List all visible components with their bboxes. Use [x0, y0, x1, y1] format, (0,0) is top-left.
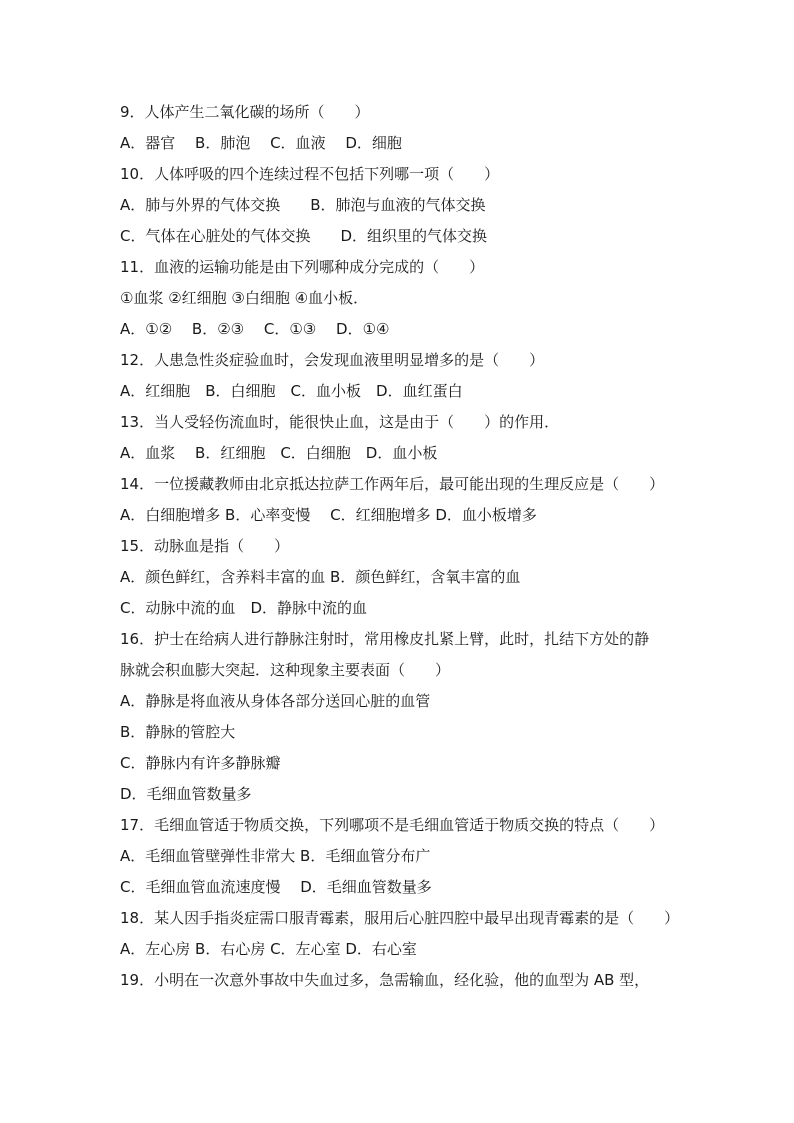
- question-9-options: A．器官 B．肺泡 C．血液 D．细胞: [120, 134, 402, 152]
- question-16-option-d: D．毛细血管数量多: [120, 785, 252, 803]
- question-19: 19．小明在一次意外事故中失血过多，急需输血，经化验，他的血型为 AB 型，: [120, 971, 650, 989]
- question-11-items: ①血浆 ②红细胞 ③白细胞 ④血小板．: [120, 289, 369, 307]
- question-11: 11．血液的运输功能是由下列哪种成分完成的（ ）: [120, 258, 485, 276]
- question-13-options: A．血浆 B．红细胞 C．白细胞 D．血小板: [120, 444, 438, 462]
- question-10-options-ab: A．肺与外界的气体交换 B．肺泡与血液的气体交换: [120, 196, 486, 214]
- question-10: 10．人体呼吸的四个连续过程不包括下列哪一项（ ）: [120, 165, 500, 183]
- question-16-option-c: C．静脉内有许多静脉瓣: [120, 754, 281, 772]
- question-15-options-cd: C．动脉中流的血 D．静脉中流的血: [120, 599, 368, 617]
- question-16-option-a: A．静脉是将血液从身体各部分送回心脏的血管: [120, 692, 431, 710]
- question-14-options: A．白细胞增多 B．心率变慢 C．红细胞增多 D．血小板增多: [120, 506, 537, 524]
- question-13: 13．当人受轻伤流血时，能很快止血，这是由于（ ）的作用．: [120, 413, 560, 431]
- question-12-options: A．红细胞 B．白细胞 C．血小板 D．血红蛋白: [120, 382, 463, 400]
- question-18: 18．某人因手指炎症需口服青霉素，服用后心脏四腔中最早出现青霉素的是（ ）: [120, 909, 680, 927]
- question-17: 17．毛细血管适于物质交换，下列哪项不是毛细血管适于物质交换的特点（ ）: [120, 816, 665, 834]
- question-10-options-cd: C．气体在心脏处的气体交换 D．组织里的气体交换: [120, 227, 488, 245]
- question-16-option-b: B．静脉的管腔大: [120, 723, 236, 741]
- question-11-options: A．①② B．②③ C．①③ D．①④: [120, 320, 390, 338]
- question-12: 12．人患急性炎症验血时，会发现血液里明显增多的是（ ）: [120, 351, 545, 369]
- question-17-options-ab: A．毛细血管壁弹性非常大 B．毛细血管分布广: [120, 847, 431, 865]
- question-16: 16．护士在给病人进行静脉注射时，常用橡皮扎紧上臂，此时，扎结下方处的静: [120, 630, 650, 648]
- question-14: 14．一位援藏教师由北京抵达拉萨工作两年后，最可能出现的生理反应是（ ）: [120, 475, 665, 493]
- question-15: 15．动脉血是指（ ）: [120, 537, 290, 555]
- question-16-continued: 脉就会积血膨大突起．这种现象主要表面（ ）: [120, 661, 451, 679]
- question-18-options: A．左心房 B．右心房 C．左心室 D．右心室: [120, 940, 417, 958]
- question-17-options-cd: C．毛细血管血流速度慢 D．毛细血管数量多: [120, 878, 432, 896]
- question-9: 9．人体产生二氧化碳的场所（ ）: [120, 103, 370, 121]
- question-15-options-ab: A．颜色鲜红，含养料丰富的血 B．颜色鲜红，含氧丰富的血: [120, 568, 521, 586]
